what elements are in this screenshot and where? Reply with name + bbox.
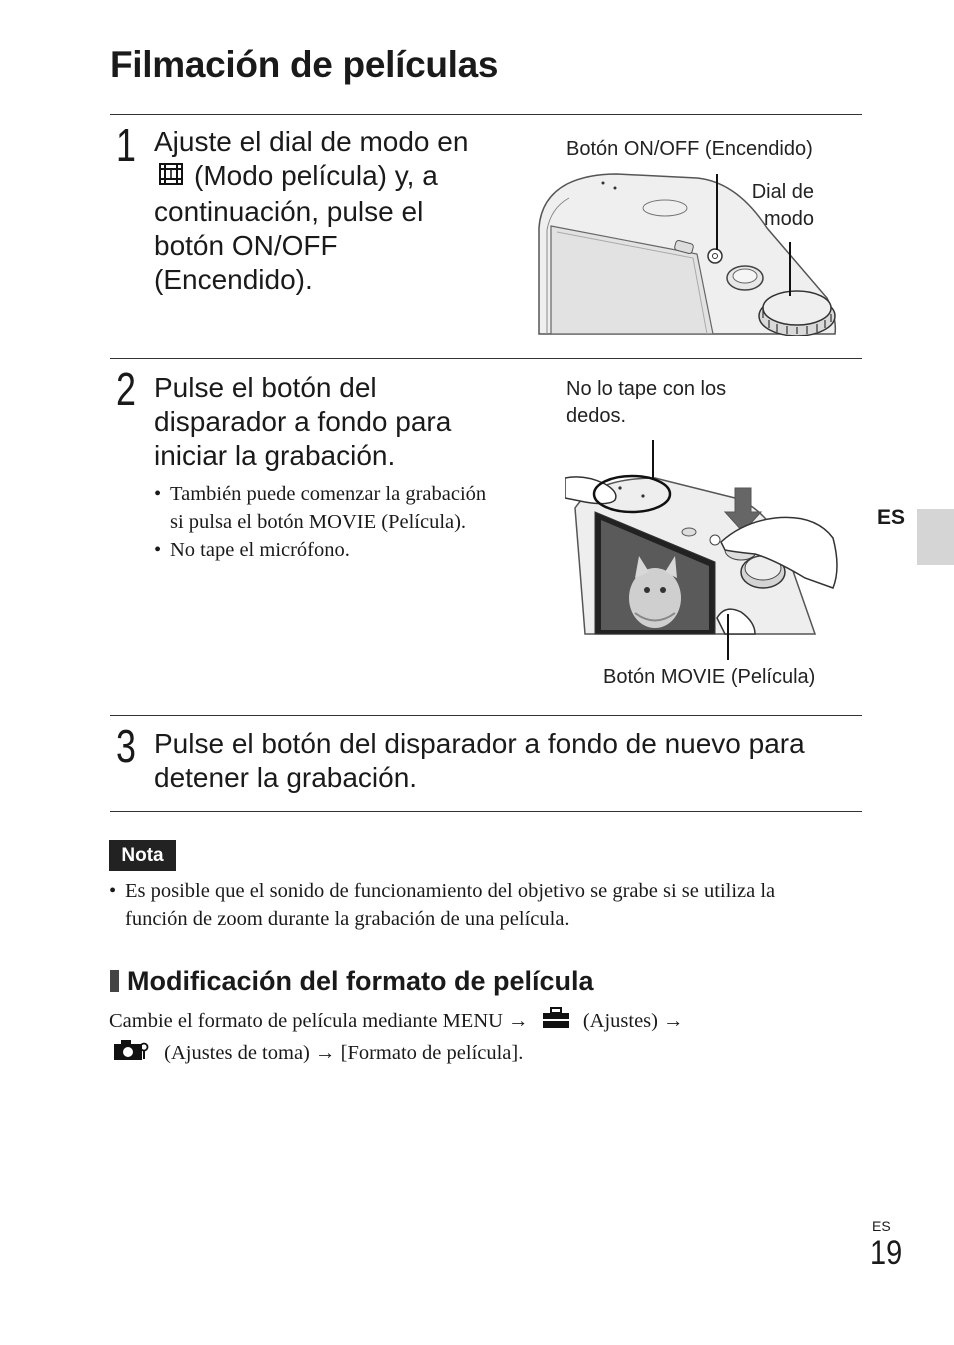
section-text: (Ajustes de toma) xyxy=(164,1041,310,1064)
language-side-tab-label: ES xyxy=(877,506,906,529)
step-1-line: continuación, pulse el xyxy=(154,195,424,227)
step-2-line: Pulse el botón del xyxy=(154,372,377,403)
page-title: Filmación de películas xyxy=(110,44,499,85)
section-text: (Ajustes) xyxy=(582,1010,658,1032)
arrow: → xyxy=(663,1010,684,1032)
section-text: [Formato de película]. xyxy=(340,1041,524,1064)
section-body xyxy=(109,1006,684,1070)
step-3-line: Pulse el botón del disparador a fondo de nuevo para xyxy=(154,728,805,759)
microphone-caption xyxy=(566,376,726,430)
movie-mode-icon xyxy=(158,161,184,195)
camera-recording-illustration xyxy=(565,438,840,636)
arrow: → xyxy=(508,1010,529,1032)
bullet-text: También puede comenzar la grabación xyxy=(170,483,487,505)
heading-marker xyxy=(110,970,119,992)
step-1-line-with-icon xyxy=(154,159,468,195)
arrow: → xyxy=(315,1041,336,1064)
onoff-button-caption: Botón ON/OFF (Encendido) xyxy=(566,138,813,160)
note-badge: Nota xyxy=(109,840,176,871)
section-heading-text: Modificación del formato de película xyxy=(127,966,594,996)
mode-dial-caption-line: Dial de xyxy=(751,181,814,203)
mode-dial-caption-line: modo xyxy=(763,208,814,230)
section-heading xyxy=(110,966,594,997)
note-line: Es posible que el sonido de funcionamiento del objetivo se grabe si se utiliza la xyxy=(125,880,776,902)
divider xyxy=(110,811,862,812)
step-1-line: Ajuste el dial de modo en xyxy=(154,126,469,157)
note-line: función de zoom durante la grabación de una película. xyxy=(125,908,570,930)
divider xyxy=(110,715,862,716)
footer-language: ES xyxy=(872,1218,891,1234)
divider xyxy=(110,114,862,115)
bullet-text: si pulsa el botón MOVIE (Película). xyxy=(170,511,467,533)
step-2-text xyxy=(154,371,451,473)
step-1-line: (Modo película) y, a xyxy=(194,160,438,191)
step-1-number: 1 xyxy=(116,119,136,171)
microphone-caption-line: dedos. xyxy=(566,405,627,427)
section-text: Cambie el formato de película mediante MENU xyxy=(109,1010,503,1032)
step-1-line: botón ON/OFF xyxy=(154,229,338,261)
settings-toolbox-icon xyxy=(542,1007,570,1038)
microphone-caption-line: No lo tape con los xyxy=(566,378,727,400)
movie-button-caption: Botón MOVIE (Película) xyxy=(603,666,816,688)
step-1-line: (Encendido). xyxy=(154,263,313,295)
page-number: 19 xyxy=(870,1234,903,1272)
step-3-number: 3 xyxy=(116,720,136,772)
step-2-bullet: • También puede comenzar la grabación si pulsa el botón MOVIE (Película). • No tape el micrófono. xyxy=(154,483,487,561)
step-2-number: 2 xyxy=(116,363,136,415)
step-1-text xyxy=(154,125,468,297)
divider xyxy=(110,358,862,359)
step-2-line: iniciar la grabación. xyxy=(154,440,396,471)
step-3-text xyxy=(154,727,805,795)
camera-top-illustration xyxy=(537,168,839,336)
bullet-text: No tape el micrófono. xyxy=(170,539,350,561)
note-text: • Es posible que el sonido de funcionamiento del objetivo se grabe si se utiliza la función de zoom durante la grabación de una película. xyxy=(109,877,775,933)
step-3-line: detener la grabación. xyxy=(154,762,418,793)
language-side-tab xyxy=(917,509,954,565)
shooting-settings-camera-icon xyxy=(113,1039,149,1070)
movie-button-pointer xyxy=(727,630,729,660)
step-2-line: disparador a fondo para xyxy=(154,406,452,437)
